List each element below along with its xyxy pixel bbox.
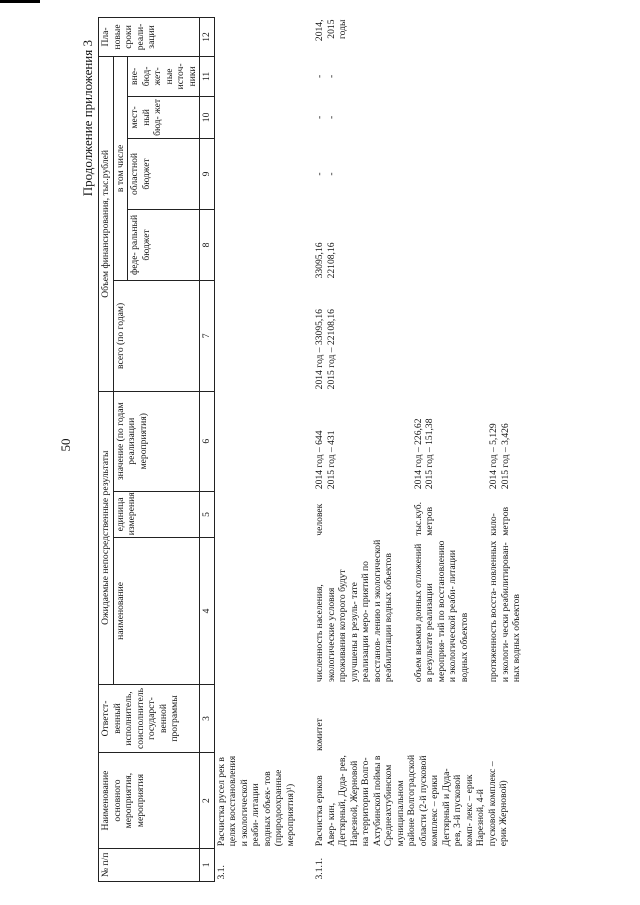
header-name: Наименование основного мероприятия, мероприятия: [99, 753, 200, 848]
funding-regional: [313, 138, 396, 209]
col-number: 12: [200, 18, 215, 57]
col-number: 10: [200, 96, 215, 138]
row-name: Расчистка ериков Авер- кин, Дегтярный, Дуда- рев, Нарезной, Жерновой на территории Волго- Ахтубинской поймы в Среднеахтубинском муниципальном районе Волгоградской области (2-й пусковой комплекс – ерики Дегтярный и Дуда- рев, 3-й пусковой комп- лекс – ерик Нарезной, 4-й пусковой комплекс – ерик Жерновой): [314, 754, 509, 847]
funding-extra-value: -: [314, 74, 325, 78]
page-number: 50: [58, 438, 73, 452]
col-number: 7: [200, 280, 215, 391]
header-results-value: значение (по годам реализации мероприятия): [113, 391, 200, 491]
continuation-label: Продолжение приложения 3: [80, 40, 95, 197]
header-extra: вне- бюд- жет- ные источ- ники: [128, 56, 200, 96]
col-number: 9: [200, 138, 215, 209]
result-name: протяженность восста- новленных и экологи- чески реабилитирован- ных водных объектов: [488, 540, 522, 683]
column-number-row: [200, 18, 215, 882]
funding-total-value: 2015 год – 22108,16: [325, 309, 337, 390]
header-local: мест- ный бюд- жет: [128, 96, 200, 138]
col-number: 3: [200, 684, 215, 753]
result-value: 2015 год – 3,426: [499, 423, 511, 490]
header-regional: областной бюджет: [128, 138, 200, 209]
funding-fed-value: 22108,16: [325, 242, 337, 279]
result-value: 2014 год – 644: [314, 430, 325, 490]
col-number: 4: [200, 538, 215, 684]
funding-local: [313, 96, 396, 138]
col-number: 8: [200, 209, 215, 280]
funding-local-value: -: [314, 115, 325, 120]
header-executor: Ответст- венный исполнитель, соисполнитель государст- венной программы: [99, 684, 200, 753]
table-row: [313, 18, 396, 882]
result-value: 2015 год – 151,38: [424, 418, 435, 490]
header-results-name: наименование: [113, 538, 200, 684]
col-number: 5: [200, 491, 215, 538]
row-num: 3.1.: [215, 865, 227, 880]
col-number: 2: [200, 753, 215, 848]
funding-local-value: -: [325, 115, 337, 120]
header-funding-group: Объем финансирования, тыс.рублей: [99, 56, 114, 391]
result-unit: человек: [314, 503, 325, 536]
header-num: № п/п: [99, 848, 200, 881]
table-row: [214, 18, 297, 882]
result-name: численность населения, экологические условия проживания которого будут улучшены в резуль- тате реализации меро- приятий по восстанов- лению и экологической реабилитации водных объектов: [314, 539, 394, 683]
row-name: Расчистка русел рек в целях восстановления и экологической реаби- литации водных объек- тов (природоохранные мероприятия)¹): [215, 755, 296, 847]
funding-regional-value: -: [314, 172, 325, 176]
funding-fed-value: 33095,16: [314, 242, 325, 279]
result-name: объем выемки донных отложений в результате реализации мероприя- тий по восстановлению и экологической реаби- литации водных объектов: [412, 540, 470, 683]
header-funding-incl: в том числе: [113, 56, 128, 280]
header-fed: феде- ральный бюджет: [128, 209, 200, 280]
col-number: 11: [200, 56, 215, 96]
funding-regional-value: -: [325, 172, 337, 176]
header-results-unit: единица измерения: [113, 491, 200, 538]
funding-total-value: 2014 год – 33095,16: [314, 309, 325, 390]
col-number: 6: [200, 391, 215, 491]
header-funding-total: всего (по годам): [113, 280, 200, 391]
header-term: Пла- новые сроки реали- зации: [99, 18, 200, 57]
row-executor: комитет: [314, 718, 325, 751]
result-value: 2014 год – 226,62: [412, 418, 424, 490]
result-value: 2015 год – 431: [325, 430, 337, 490]
result-values: [487, 391, 524, 491]
funding-total: [313, 280, 396, 391]
row-num: 3.1.1.: [314, 857, 325, 880]
header-results-group: Ожидаемые непосредственные результаты: [99, 391, 114, 684]
result-unit: кило- метров: [488, 506, 511, 536]
result-values: [313, 391, 396, 491]
result-unit: тыс.куб. метров: [412, 501, 435, 536]
funding-extra: [313, 56, 396, 96]
result-values: [412, 391, 472, 491]
measures-table: [98, 17, 524, 882]
funding-fed: [313, 209, 396, 280]
result-value: 2014 год – 5,129: [488, 423, 499, 490]
col-number: 1: [200, 848, 215, 881]
row-term: 2014, 2015 годы: [314, 19, 348, 42]
funding-extra-value: -: [325, 74, 337, 78]
